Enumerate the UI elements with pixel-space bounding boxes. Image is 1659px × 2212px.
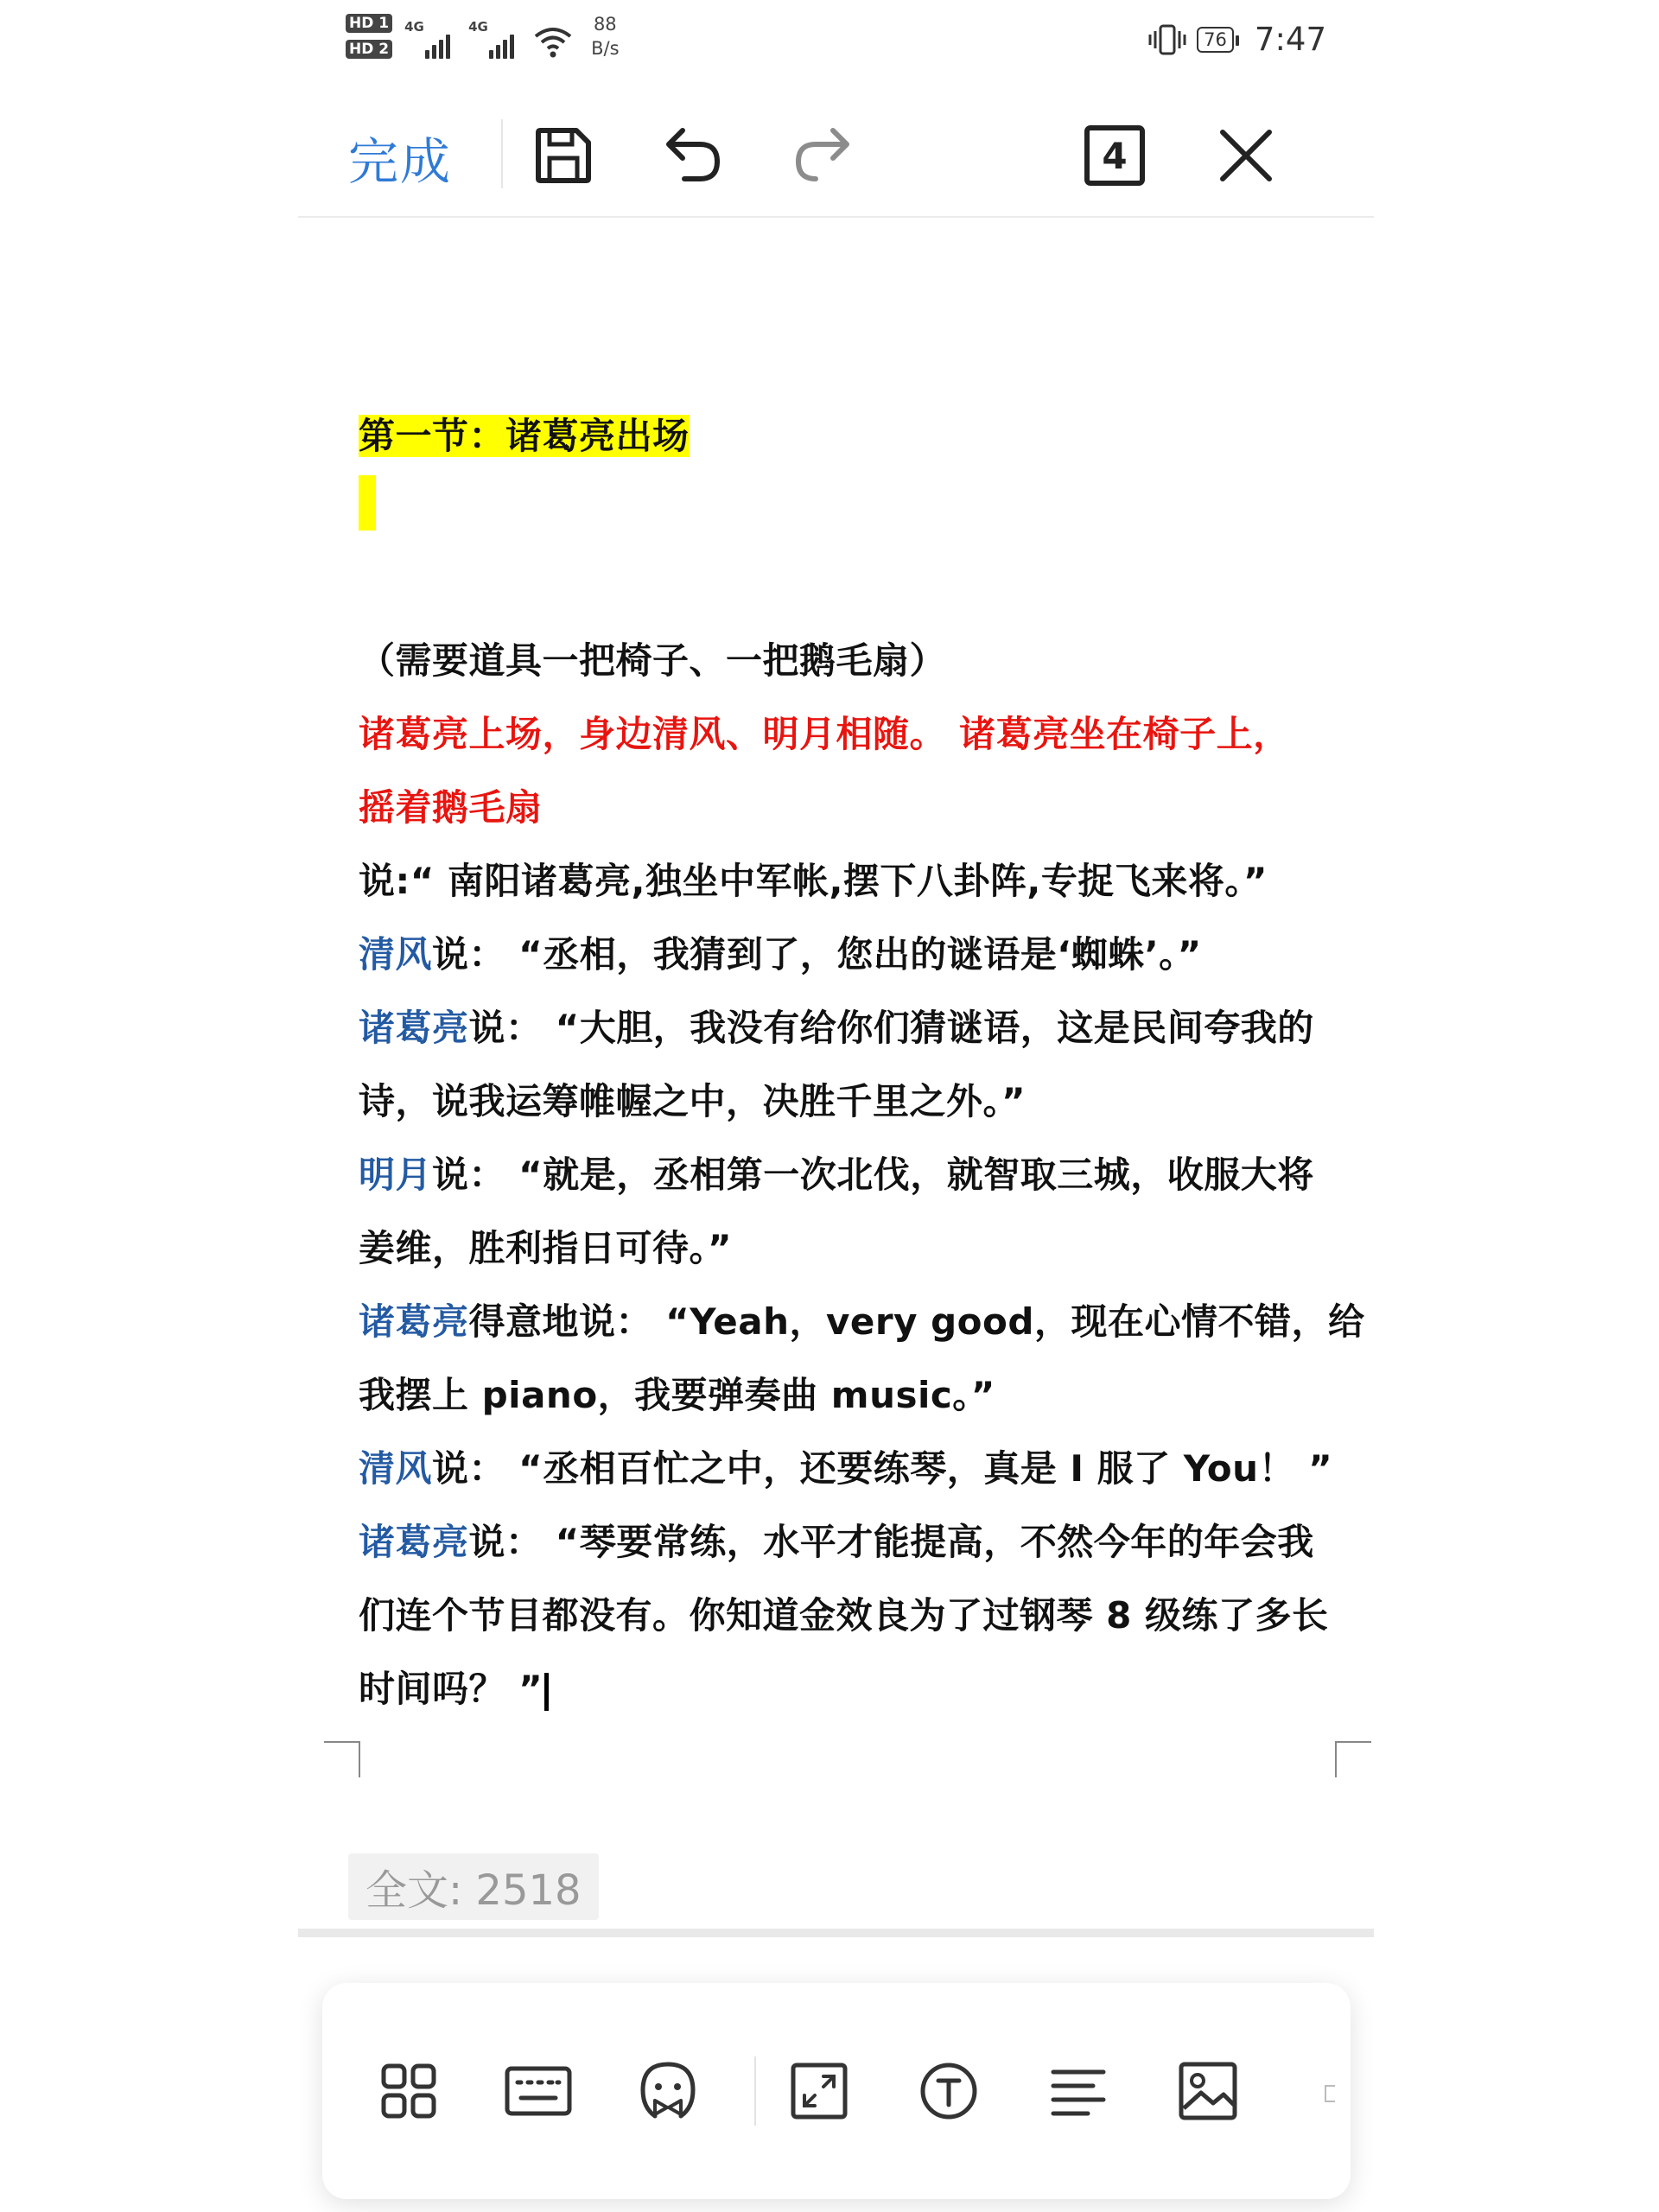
paragraph-align-icon	[1048, 2063, 1109, 2119]
apps-icon	[378, 2061, 439, 2121]
dialogue-text: 说： “就是，丞相第一次北伐，就智取三城，收服大将	[432, 1154, 1314, 1196]
dialogue-text: 说： “大胆，我没有给你们猜谜语，这是民间夸我的	[468, 1007, 1314, 1049]
insert-image-icon	[1177, 2060, 1239, 2122]
close-icon	[1216, 125, 1276, 186]
save-button[interactable]	[524, 117, 602, 194]
editor-toolbar	[298, 95, 1374, 218]
dialogue-text: 时间吗？ ”	[359, 1668, 543, 1710]
speaker-name: 明月	[359, 1154, 433, 1196]
speaker-name: 诸葛亮	[359, 1521, 469, 1563]
fullscreen-icon	[789, 2061, 849, 2121]
page-corner-right	[1335, 1741, 1371, 1777]
sim-indicators	[346, 14, 392, 59]
props-note: （需要道具一把椅子、一把鹅毛扇）	[359, 639, 947, 682]
status-bar	[298, 0, 1374, 86]
close-button[interactable]	[1207, 117, 1285, 194]
speaker-name: 清风	[359, 933, 433, 976]
speaker-name: 清风	[359, 1447, 433, 1490]
signal-icon-2: 4G	[468, 12, 520, 64]
dialogue-line-5	[359, 1296, 1364, 1348]
word-count: 全文: 2518	[348, 1853, 599, 1920]
clock: 7:47	[1254, 21, 1326, 58]
dialogue-text: 说： “琴要常练，水平才能提高，不然今年的年会我	[468, 1521, 1314, 1563]
bottom-toolbar-divider	[754, 2056, 756, 2126]
speaker-name: 诸葛亮	[359, 1007, 469, 1049]
dialogue-line-5-continued: 我摆上 piano，我要弹奏曲 music。”	[359, 1374, 995, 1416]
sim1-badge: HD 1	[346, 14, 392, 33]
voice-assistant-icon	[636, 2059, 700, 2123]
stage-direction-line-2: 摇着鹅毛扇	[359, 786, 543, 829]
panel-divider	[298, 1929, 1374, 1937]
dialogue-line-6	[359, 1443, 1332, 1495]
section-heading: 第一节：诸葛亮出场	[359, 415, 690, 457]
dialogue-line-1: 说:“ 南阳诸葛亮,独坐中军帐,摆下八卦阵,专捉飞来将。”	[359, 860, 1268, 902]
more-tools-hint-icon	[1325, 2085, 1335, 2102]
dialogue-text: 说： “丞相百忙之中，还要练琴，真是 I 服了 You！ ”	[432, 1447, 1333, 1490]
text-cursor	[544, 1673, 549, 1711]
insert-image-button[interactable]	[1165, 2048, 1251, 2134]
dialogue-line-7-continued: 们连个节目都没有。你知道金效良为了过钢琴 8 级练了多长	[359, 1594, 1329, 1637]
text-format-icon	[918, 2060, 980, 2122]
signal-icon-1: 4G	[404, 12, 456, 64]
fullscreen-button[interactable]	[776, 2048, 862, 2134]
dialogue-line-2	[359, 929, 1202, 981]
toolbar-divider	[501, 119, 503, 188]
bottom-toolbar	[322, 1983, 1351, 2199]
voice-assistant-button[interactable]	[625, 2048, 711, 2134]
status-right	[1148, 21, 1326, 58]
dialogue-line-4	[359, 1149, 1314, 1201]
dialogue-line-3	[359, 1002, 1314, 1054]
apps-button[interactable]	[365, 2048, 452, 2134]
highlighted-empty-line	[359, 475, 376, 531]
status-left	[346, 12, 620, 64]
redo-icon	[788, 124, 857, 188]
network-speed: 88 B/s	[591, 14, 620, 59]
sim2-badge: HD 2	[346, 40, 392, 59]
vibrate-icon	[1148, 22, 1186, 57]
keyboard-button[interactable]	[495, 2048, 582, 2134]
speaker-name: 诸葛亮	[359, 1300, 469, 1343]
phone-screen	[298, 0, 1374, 2212]
dialogue-text: 说： “丞相，我猜到了，您出的谜语是‘蜘蛛’。”	[432, 933, 1202, 976]
dialogue-line-3-continued: 诗，说我运筹帷幄之中，决胜千里之外。”	[359, 1080, 1027, 1122]
page-corner-left	[324, 1741, 360, 1777]
done-button[interactable]: 完成	[348, 132, 453, 191]
dialogue-line-7	[359, 1516, 1314, 1568]
keyboard-icon	[504, 2063, 573, 2119]
save-icon	[531, 124, 595, 188]
dialogue-text: 得意地说： “Yeah，very good，现在心情不错，给	[468, 1300, 1365, 1343]
dialogue-line-7-end	[359, 1663, 549, 1715]
page-count-label: 4	[1102, 134, 1128, 177]
wifi-icon	[532, 22, 574, 60]
text-format-button[interactable]	[906, 2048, 992, 2134]
stage-direction-line-1: 诸葛亮上场，身边清风、明月相随。 诸葛亮坐在椅子上，	[359, 713, 1290, 755]
redo-button[interactable]	[784, 117, 861, 194]
undo-button[interactable]	[654, 117, 732, 194]
undo-icon	[658, 124, 728, 188]
dialogue-line-4-continued: 姜维，胜利指日可待。”	[359, 1227, 733, 1269]
paragraph-align-button[interactable]	[1035, 2048, 1122, 2134]
page-count-button[interactable]	[1076, 117, 1154, 194]
battery-indicator: 76	[1197, 27, 1234, 53]
